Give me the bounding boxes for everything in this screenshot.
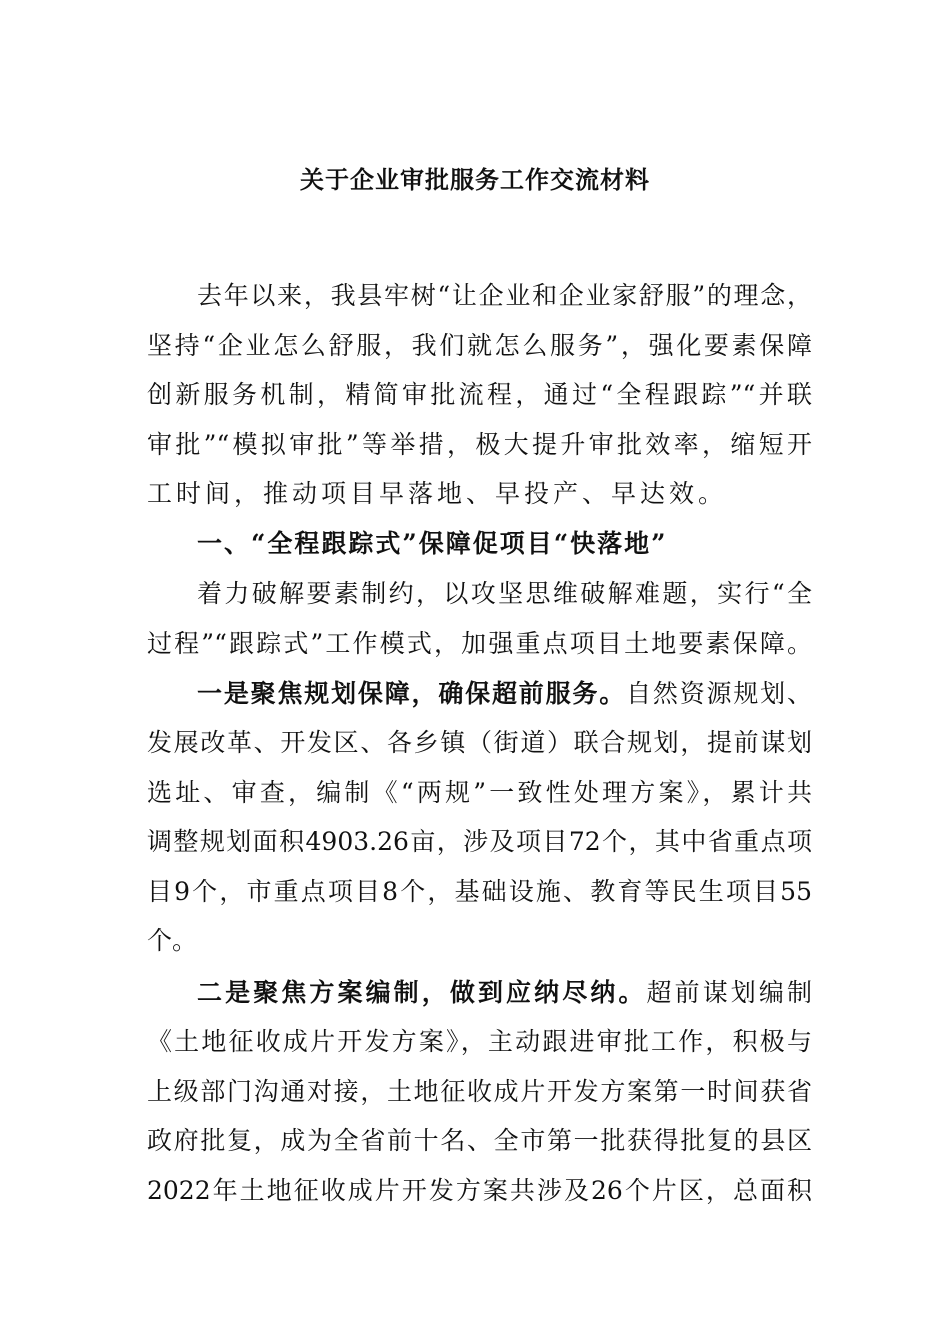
paragraph-line — [197, 977, 812, 1009]
paragraph-line: 目9个，市重点项目8个，基础设施、教育等民生项目55 — [147, 877, 812, 906]
paragraph-line: 过程”“跟踪式”工作模式，加强重点项目土地要素保障。 — [147, 629, 812, 658]
lead-rest: 超前谋划编制 — [646, 978, 812, 1007]
paragraph-line: 坚持“企业怎么舒服，我们就怎么服务”，强化要素保障 — [147, 331, 812, 360]
paragraph-line: 审批”“模拟审批”等举措，极大提升审批效率，缩短开 — [147, 430, 812, 459]
paragraph-line: 工时间，推动项目早落地、早投产、早达效。 — [147, 479, 728, 508]
paragraph-line: 去年以来，我县牢树“让企业和企业家舒服”的理念， — [197, 281, 812, 310]
paragraph-line: 上级部门沟通对接，土地征收成片开发方案第一时间获省 — [147, 1077, 812, 1106]
paragraph-line: 选址、审查，编制《“两规”一致性处理方案》，累计共 — [147, 778, 812, 807]
paragraph-line: 个。 — [147, 926, 198, 955]
bold-lead: 二是聚焦方案编制，做到应纳尽纳。 — [197, 978, 647, 1007]
paragraph-line: 《土地征收成片开发方案》，主动跟进审批工作，积极与 — [147, 1027, 812, 1056]
paragraph-line: 2022年土地征收成片开发方案共涉及26个片区，总面积 — [147, 1176, 812, 1205]
document-title: 关于企业审批服务工作交流材料 — [300, 165, 650, 194]
lead-rest: 自然资源规划、 — [626, 679, 812, 708]
paragraph-line: 政府批复，成为全省前十名、全市第一批获得批复的县区 — [147, 1126, 812, 1155]
paragraph-line: 创新服务机制，精简审批流程，通过“全程跟踪”“并联 — [147, 380, 812, 409]
paragraph-line — [197, 678, 812, 710]
bold-lead: 一是聚焦规划保障，确保超前服务。 — [197, 679, 627, 708]
paragraph-line: 着力破解要素制约，以攻坚思维破解难题，实行“全 — [197, 579, 812, 608]
paragraph-line: 发展改革、开发区、各乡镇（街道）联合规划，提前谋划 — [147, 728, 812, 757]
paragraph-line: 调整规划面积4903.26亩，涉及项目72个，其中省重点项 — [147, 827, 812, 856]
section-heading: 一、“全程跟踪式”保障促项目“快落地” — [197, 529, 668, 558]
